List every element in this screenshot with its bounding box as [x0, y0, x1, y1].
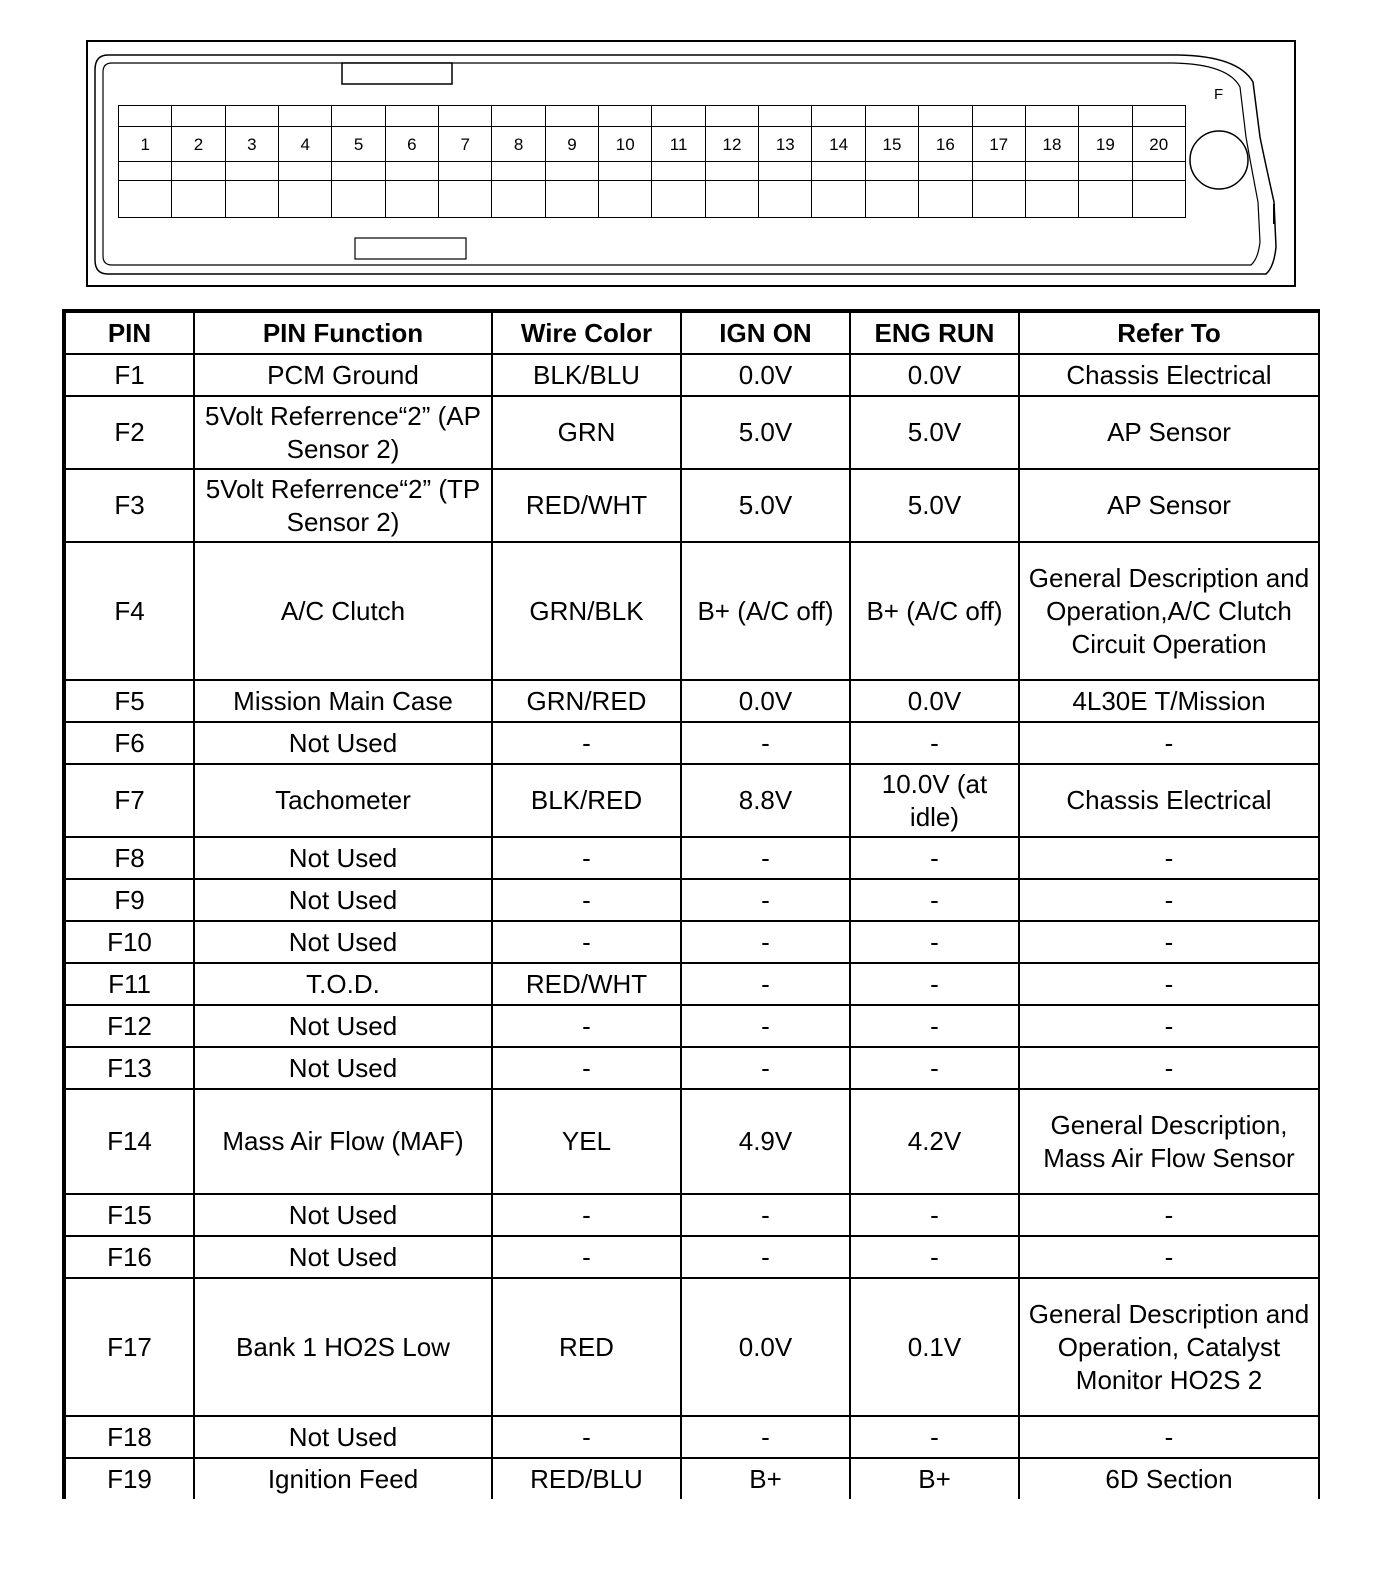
pin-number: 5	[332, 127, 385, 162]
cell-ign-on: -	[681, 1194, 850, 1236]
pin-cavity	[599, 106, 652, 127]
cell-pin: F1	[64, 354, 194, 396]
pin-cavity	[492, 106, 545, 127]
pin-cavity	[1079, 181, 1132, 218]
table-row	[64, 722, 1320, 764]
pin-cavity	[279, 162, 332, 181]
table-row	[64, 764, 1320, 837]
pin-cavity	[225, 106, 278, 127]
cell-function: Mass Air Flow (MAF)	[194, 1089, 492, 1194]
cell-function: 5Volt Referrence“2” (AP Sensor 2)	[194, 396, 492, 469]
pin-cavity	[705, 106, 758, 127]
pin-cavity	[279, 181, 332, 218]
pinout-table	[62, 309, 1320, 1499]
cell-pin: F7	[64, 764, 194, 837]
header-pin: PIN	[64, 311, 194, 354]
cell-ign-on: 5.0V	[681, 396, 850, 469]
cell-function: PCM Ground	[194, 354, 492, 396]
pin-cavity	[652, 106, 705, 127]
cell-eng-run: 0.0V	[850, 354, 1019, 396]
cell-eng-run: -	[850, 1236, 1019, 1278]
table-row	[64, 469, 1320, 542]
pin-number: 6	[385, 127, 438, 162]
cell-eng-run: -	[850, 921, 1019, 963]
pin-cavity	[599, 162, 652, 181]
pin-number: 3	[225, 127, 278, 162]
pin-cavity	[492, 162, 545, 181]
cell-ign-on: -	[681, 963, 850, 1005]
cell-refer-to: 4L30E T/Mission	[1019, 680, 1320, 722]
cell-function: Not Used	[194, 1047, 492, 1089]
pin-cavity	[385, 181, 438, 218]
cell-eng-run: -	[850, 963, 1019, 1005]
table-row	[64, 1194, 1320, 1236]
cell-wire-color: -	[492, 1005, 681, 1047]
cell-eng-run: 5.0V	[850, 469, 1019, 542]
pin-cavity	[1132, 162, 1185, 181]
cell-refer-to: -	[1019, 1236, 1320, 1278]
pin-cavity	[545, 106, 598, 127]
table-row	[64, 1047, 1320, 1089]
cell-pin: F12	[64, 1005, 194, 1047]
pin-cavity	[759, 181, 812, 218]
pin-number: 13	[759, 127, 812, 162]
pin-cavity	[1025, 181, 1078, 218]
cell-ign-on: 4.9V	[681, 1089, 850, 1194]
cell-ign-on: -	[681, 1047, 850, 1089]
cell-refer-to: -	[1019, 963, 1320, 1005]
cell-refer-to: -	[1019, 722, 1320, 764]
table-row	[64, 1416, 1320, 1458]
cell-ign-on: -	[681, 1416, 850, 1458]
table-row	[64, 879, 1320, 921]
cell-wire-color: YEL	[492, 1089, 681, 1194]
cell-wire-color: -	[492, 1236, 681, 1278]
cell-refer-to: 6D Section	[1019, 1458, 1320, 1499]
pin-cavity	[1025, 106, 1078, 127]
cell-refer-to: -	[1019, 1416, 1320, 1458]
pin-cavity	[119, 106, 172, 127]
pin-cavity	[705, 162, 758, 181]
cell-function: Mission Main Case	[194, 680, 492, 722]
cell-function: Not Used	[194, 921, 492, 963]
pin-cavity	[919, 181, 972, 218]
cell-pin: F4	[64, 542, 194, 680]
cell-ign-on: -	[681, 1236, 850, 1278]
pin-number: 4	[279, 127, 332, 162]
cell-function: Tachometer	[194, 764, 492, 837]
cell-refer-to: -	[1019, 921, 1320, 963]
pin-number: 9	[545, 127, 598, 162]
cell-ign-on: -	[681, 879, 850, 921]
cell-wire-color: -	[492, 1194, 681, 1236]
cell-refer-to: -	[1019, 1047, 1320, 1089]
cell-ign-on: -	[681, 921, 850, 963]
pin-cavity	[545, 162, 598, 181]
cell-ign-on: 8.8V	[681, 764, 850, 837]
cell-eng-run: 5.0V	[850, 396, 1019, 469]
pin-cavity	[172, 106, 225, 127]
pin-number: 20	[1132, 127, 1185, 162]
pin-grid	[118, 105, 1186, 218]
pin-cavity	[1132, 106, 1185, 127]
pin-number: 15	[865, 127, 918, 162]
pin-number: 10	[599, 127, 652, 162]
pin-number: 1	[119, 127, 172, 162]
cell-pin: F9	[64, 879, 194, 921]
pin-cavity	[119, 162, 172, 181]
pin-cavity	[172, 181, 225, 218]
pin-cavity	[865, 162, 918, 181]
pin-cavity	[385, 162, 438, 181]
pin-number: 12	[705, 127, 758, 162]
cell-refer-to: General Description and Operation,A/C Clutch Circuit Operation	[1019, 542, 1320, 680]
pin-cavity	[919, 162, 972, 181]
header-eng-run: ENG RUN	[850, 311, 1019, 354]
pin-number: 17	[972, 127, 1025, 162]
table-row	[64, 396, 1320, 469]
header-wire-color: Wire Color	[492, 311, 681, 354]
table-header-row	[64, 311, 1320, 354]
pin-cavity	[439, 106, 492, 127]
pin-cavity	[439, 162, 492, 181]
cell-ign-on: B+	[681, 1458, 850, 1499]
cell-pin: F11	[64, 963, 194, 1005]
cell-eng-run: -	[850, 1194, 1019, 1236]
pin-cavity	[972, 162, 1025, 181]
cell-wire-color: GRN/RED	[492, 680, 681, 722]
pin-cavity	[865, 106, 918, 127]
cell-pin: F14	[64, 1089, 194, 1194]
cell-wire-color: -	[492, 1047, 681, 1089]
cell-eng-run: 0.0V	[850, 680, 1019, 722]
cell-eng-run: -	[850, 1047, 1019, 1089]
cell-function: Not Used	[194, 879, 492, 921]
cell-function: Ignition Feed	[194, 1458, 492, 1499]
cell-wire-color: GRN	[492, 396, 681, 469]
pin-cavity	[972, 106, 1025, 127]
cell-refer-to: AP Sensor	[1019, 396, 1320, 469]
cell-eng-run: -	[850, 1005, 1019, 1047]
cell-eng-run: B+	[850, 1458, 1019, 1499]
pin-cavity	[972, 181, 1025, 218]
cell-eng-run: 0.1V	[850, 1278, 1019, 1416]
cell-pin: F13	[64, 1047, 194, 1089]
cell-pin: F6	[64, 722, 194, 764]
cell-wire-color: -	[492, 921, 681, 963]
cell-refer-to: Chassis Electrical	[1019, 354, 1320, 396]
pin-cavity	[332, 106, 385, 127]
cell-function: 5Volt Referrence“2” (TP Sensor 2)	[194, 469, 492, 542]
pin-cavity	[759, 106, 812, 127]
pin-cavity	[439, 181, 492, 218]
pin-number: 16	[919, 127, 972, 162]
pin-cavity	[652, 162, 705, 181]
cell-pin: F18	[64, 1416, 194, 1458]
cell-pin: F5	[64, 680, 194, 722]
pin-cavity	[385, 106, 438, 127]
pin-cavity	[812, 181, 865, 218]
pin-cavity	[759, 162, 812, 181]
cell-function: Not Used	[194, 1194, 492, 1236]
cell-ign-on: -	[681, 837, 850, 879]
cell-ign-on: -	[681, 1005, 850, 1047]
cell-refer-to: Chassis Electrical	[1019, 764, 1320, 837]
cell-refer-to: -	[1019, 1194, 1320, 1236]
cell-pin: F10	[64, 921, 194, 963]
pin-number: 19	[1079, 127, 1132, 162]
cell-eng-run: -	[850, 879, 1019, 921]
header-refer-to: Refer To	[1019, 311, 1320, 354]
pinout-table-container	[62, 309, 1320, 1499]
header-ign-on: IGN ON	[681, 311, 850, 354]
pin-cavity	[225, 181, 278, 218]
pin-cavity	[225, 162, 278, 181]
cell-wire-color: -	[492, 837, 681, 879]
pin-cavity	[812, 162, 865, 181]
pin-cavity	[1079, 106, 1132, 127]
cell-refer-to: General Description, Mass Air Flow Sensor	[1019, 1089, 1320, 1194]
pin-number: 8	[492, 127, 545, 162]
cell-eng-run: -	[850, 837, 1019, 879]
pin-cavity	[1025, 162, 1078, 181]
pin-number: 11	[652, 127, 705, 162]
cell-eng-run: B+ (A/C off)	[850, 542, 1019, 680]
connector-diagram	[86, 40, 1296, 287]
pin-number: 18	[1025, 127, 1078, 162]
cell-wire-color: BLK/RED	[492, 764, 681, 837]
table-row	[64, 1089, 1320, 1194]
cell-eng-run: 4.2V	[850, 1089, 1019, 1194]
pin-cavity	[492, 181, 545, 218]
cell-ign-on: 0.0V	[681, 1278, 850, 1416]
pin-cavity	[652, 181, 705, 218]
cell-function: T.O.D.	[194, 963, 492, 1005]
cell-wire-color: RED/BLU	[492, 1458, 681, 1499]
cell-refer-to: -	[1019, 837, 1320, 879]
table-row	[64, 354, 1320, 396]
cell-ign-on: B+ (A/C off)	[681, 542, 850, 680]
table-row	[64, 1458, 1320, 1499]
cell-function: Not Used	[194, 1416, 492, 1458]
pin-cavity	[919, 106, 972, 127]
cell-pin: F3	[64, 469, 194, 542]
pin-cavity	[119, 181, 172, 218]
cell-function: Not Used	[194, 837, 492, 879]
pin-cavity	[279, 106, 332, 127]
cell-wire-color: -	[492, 722, 681, 764]
table-row	[64, 1236, 1320, 1278]
cell-wire-color: BLK/BLU	[492, 354, 681, 396]
cell-pin: F2	[64, 396, 194, 469]
cell-ign-on: 0.0V	[681, 680, 850, 722]
cell-eng-run: 10.0V (at idle)	[850, 764, 1019, 837]
pin-cavity	[1132, 181, 1185, 218]
cell-eng-run: -	[850, 722, 1019, 764]
table-row	[64, 680, 1320, 722]
cell-function: Not Used	[194, 1236, 492, 1278]
cell-function: Not Used	[194, 722, 492, 764]
connector-label: F	[1214, 86, 1224, 103]
cell-wire-color: RED	[492, 1278, 681, 1416]
cell-wire-color: RED/WHT	[492, 963, 681, 1005]
cell-pin: F16	[64, 1236, 194, 1278]
pin-cavity	[1079, 162, 1132, 181]
cell-pin: F8	[64, 837, 194, 879]
pin-cavity	[812, 106, 865, 127]
pin-cavity	[332, 181, 385, 218]
cell-function: Not Used	[194, 1005, 492, 1047]
cell-refer-to: General Description and Operation, Catalyst Monitor HO2S 2	[1019, 1278, 1320, 1416]
cell-function: A/C Clutch	[194, 542, 492, 680]
pin-number: 14	[812, 127, 865, 162]
cell-wire-color: GRN/BLK	[492, 542, 681, 680]
pin-cavity	[865, 181, 918, 218]
cell-pin: F17	[64, 1278, 194, 1416]
cell-wire-color: RED/WHT	[492, 469, 681, 542]
pin-cavity	[545, 181, 598, 218]
cell-refer-to: -	[1019, 879, 1320, 921]
cell-ign-on: 5.0V	[681, 469, 850, 542]
cell-ign-on: 0.0V	[681, 354, 850, 396]
pin-cavity	[172, 162, 225, 181]
cell-wire-color: -	[492, 879, 681, 921]
table-row	[64, 1278, 1320, 1416]
pin-cavity	[332, 162, 385, 181]
cell-refer-to: -	[1019, 1005, 1320, 1047]
cell-wire-color: -	[492, 1416, 681, 1458]
table-row	[64, 1005, 1320, 1047]
cell-eng-run: -	[850, 1416, 1019, 1458]
table-row	[64, 542, 1320, 680]
cell-pin: F15	[64, 1194, 194, 1236]
pin-cavity	[705, 181, 758, 218]
cell-pin: F19	[64, 1458, 194, 1499]
pin-number: 2	[172, 127, 225, 162]
table-row	[64, 921, 1320, 963]
cell-function: Bank 1 HO2S Low	[194, 1278, 492, 1416]
pin-cavity	[599, 181, 652, 218]
cell-refer-to: AP Sensor	[1019, 469, 1320, 542]
table-row	[64, 837, 1320, 879]
header-pin-function: PIN Function	[194, 311, 492, 354]
cell-ign-on: -	[681, 722, 850, 764]
pin-number: 7	[439, 127, 492, 162]
table-row	[64, 963, 1320, 1005]
